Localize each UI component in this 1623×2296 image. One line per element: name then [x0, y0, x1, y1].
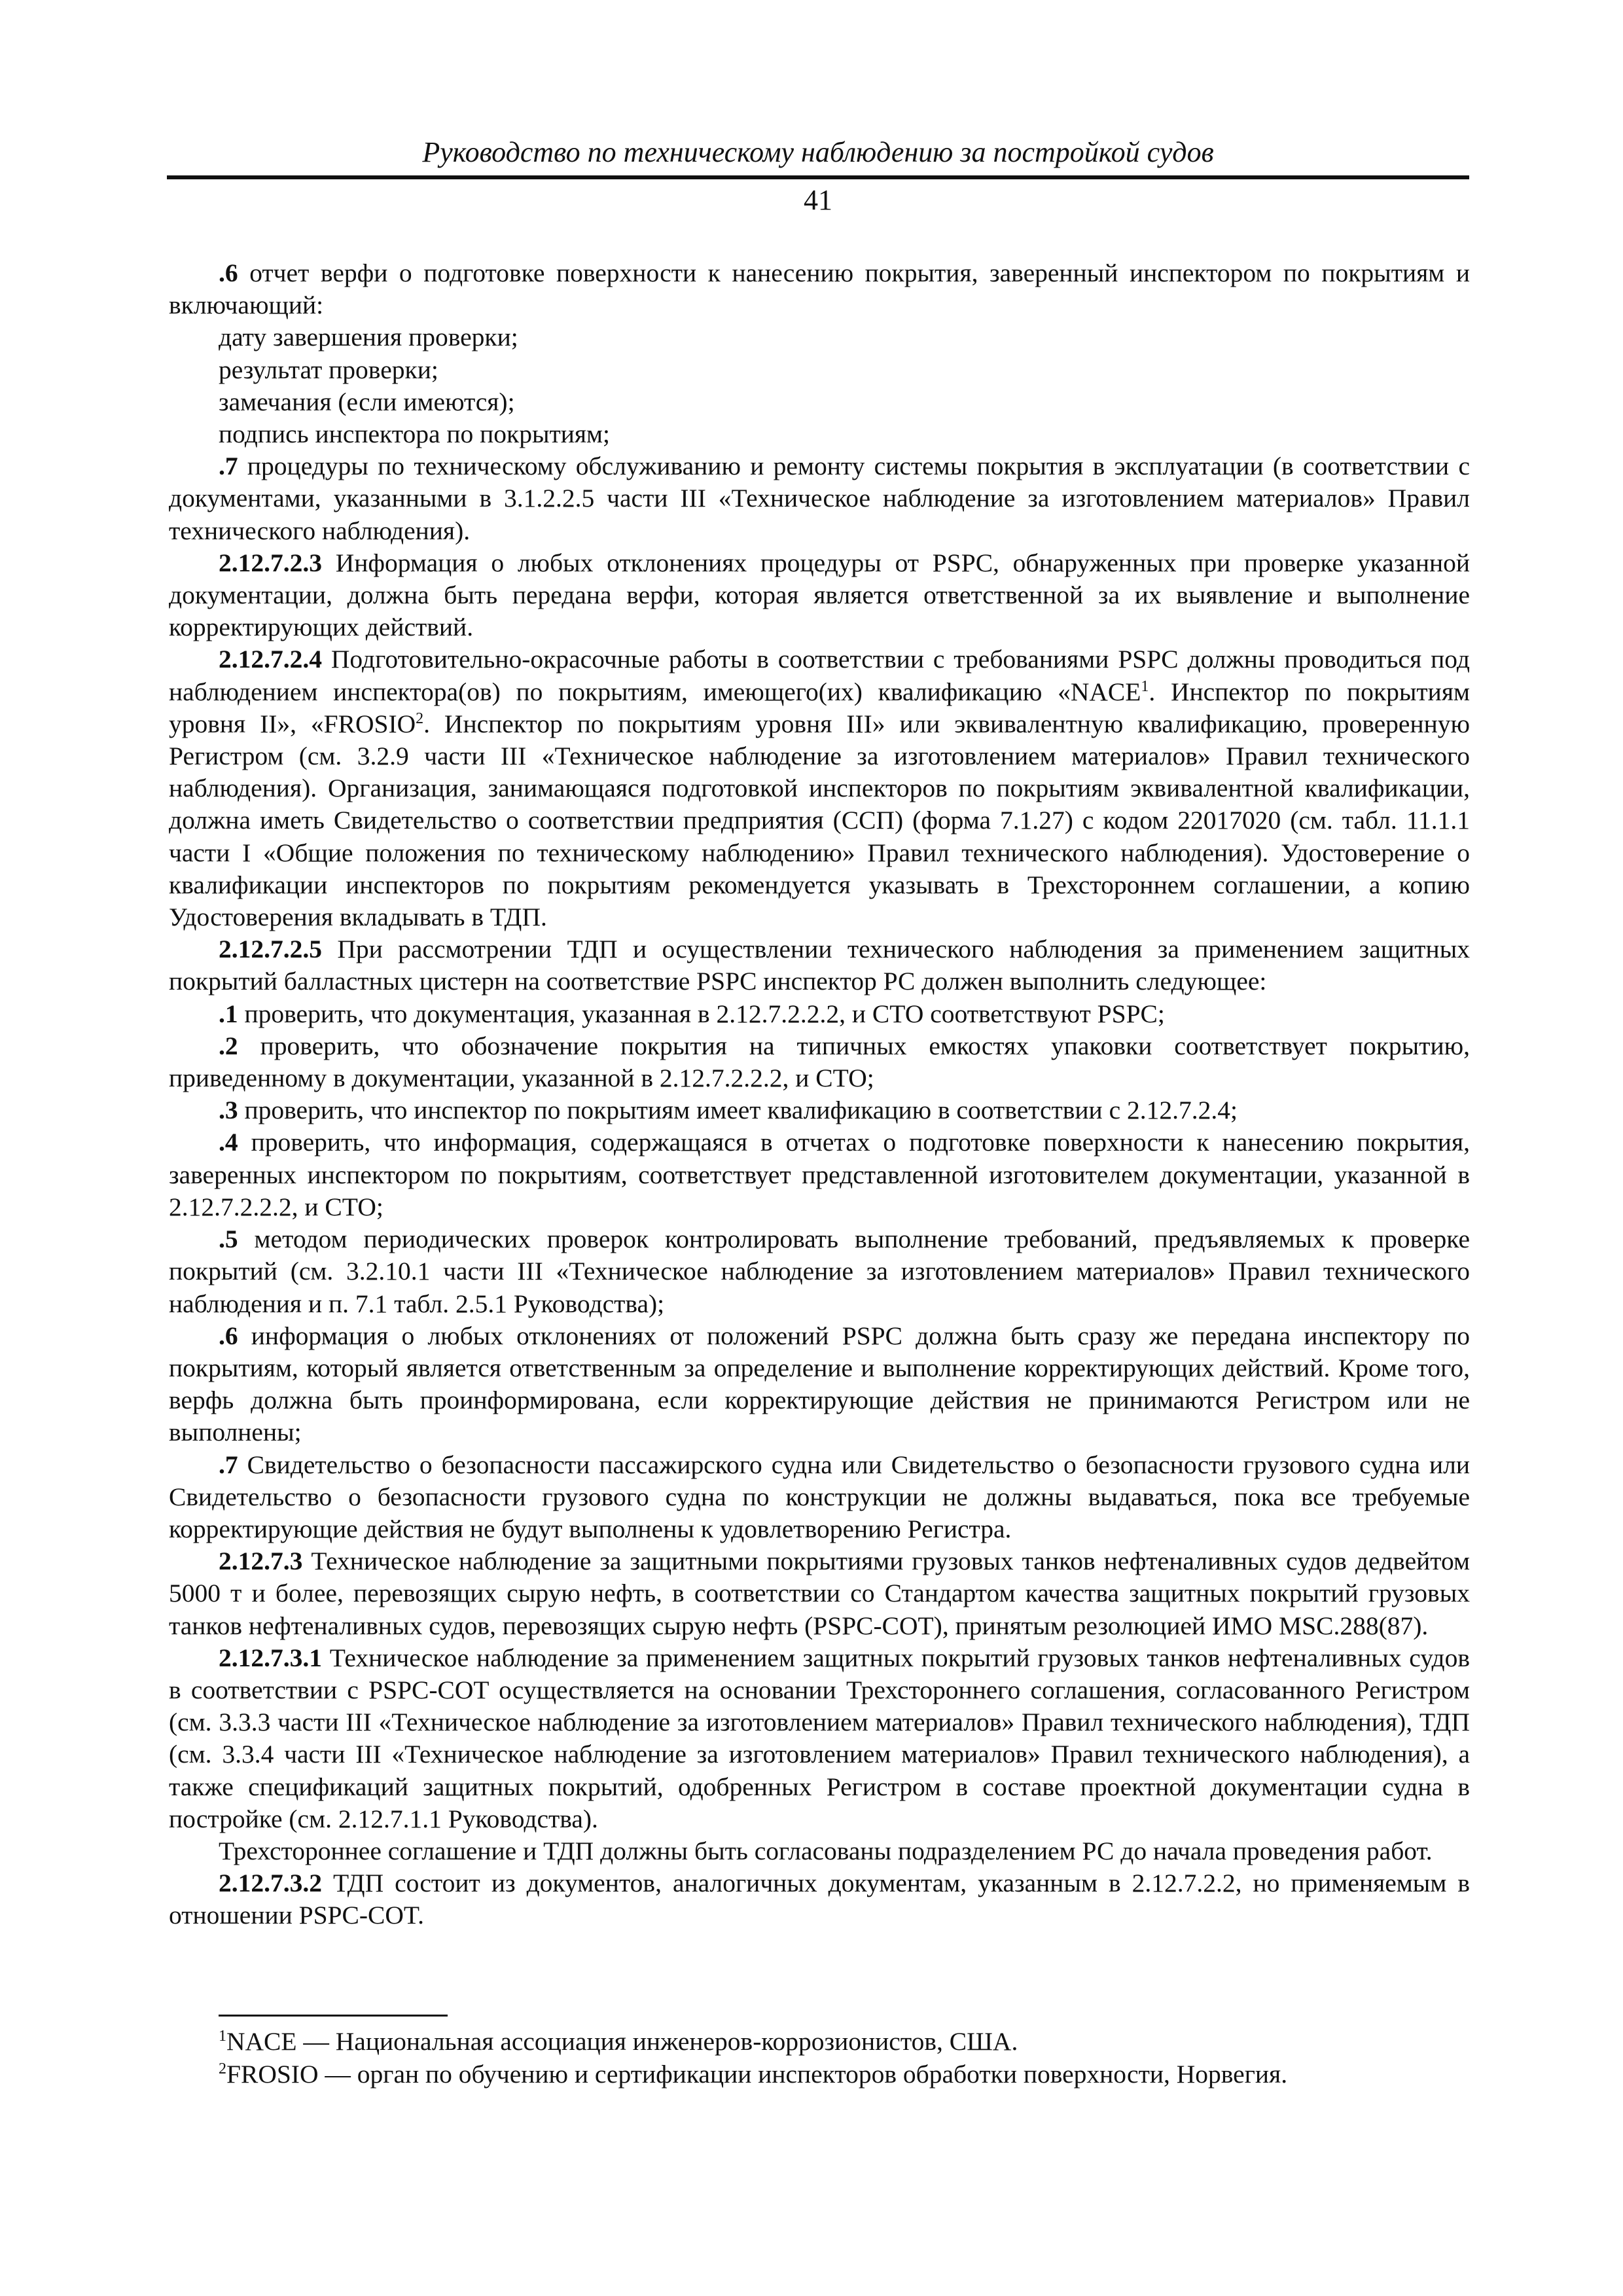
paragraph-item-7-procedures: [169, 450, 1470, 547]
list-item: результат проверки;: [219, 355, 438, 384]
paragraph-text: проверить, что документация, указанная в 2.12.7.2.2.2, и СТО соответствуют PSPC;: [238, 999, 1165, 1028]
paragraph-item-4: [169, 1126, 1470, 1223]
item-number: .7: [219, 452, 238, 481]
paragraph-text: отчет верфи о подготовке поверхности к нанесению покрытия, заверенный инспектором по покрытиям и включающий:: [169, 259, 1470, 320]
item-number: .2: [219, 1031, 238, 1060]
item-number: .6: [219, 1321, 238, 1350]
section-2-12-7-3-2: [169, 1867, 1470, 1931]
footnote-1: [219, 2025, 1462, 2058]
section-number: 2.12.7.3.1: [219, 1643, 322, 1672]
list-item: дату завершения проверки;: [219, 323, 518, 352]
paragraph-text: проверить, что инспектор по покрытиям имеет квалификацию в соответствии с 2.12.7.2.4;: [238, 1096, 1238, 1125]
page-number: 41: [804, 184, 832, 216]
paragraph-text: проверить, что информация, содержащаяся в отчетах о подготовке поверхности к нанесению покрытия, заверенных инспектором по покрытиям, соответствует представленной изготовителем документации, указанной в 2.12.7.2.2.2, и СТО;: [169, 1128, 1470, 1221]
footnote-text: NACE — Национальная ассоциация инженеров-коррозионистов, США.: [226, 2027, 1018, 2056]
paragraph-text: процедуры по техническому обслуживанию и ремонту системы покрытия в эксплуатации (в соответствии с документами, указанными в 3.1.2.2.5 части III «Техническое наблюдение за изготовлением материалов» Правил технического наблюдения).: [169, 452, 1470, 545]
section-2-12-7-3-1: [169, 1642, 1470, 1835]
section-2-12-7-2-3: [169, 547, 1470, 644]
paragraph-text: Информация о любых отклонениях процедуры от PSPC, обнаруженных при проверке указанной документации, должна быть передана верфи, которая является ответственной за их выявление и выполнение корректирующих действий.: [169, 548, 1470, 642]
paragraph-text: информация о любых отклонениях от положений PSPC должна быть сразу же передана инспектору по покрытиям, который является ответственным за определение и выполнение корректирующих действий. Кроме того, верфь должна быть проинформирована, если корректирующие действия не принимаются Регистром или не выполнены;: [169, 1321, 1470, 1447]
section-number: 2.12.7.2.5: [219, 935, 322, 964]
section-number: 2.12.7.3.2: [219, 1869, 322, 1898]
footnote-ref-2: 2: [416, 709, 424, 727]
item-number: .7: [219, 1450, 238, 1479]
paragraph-text: . Инспектор по покрытиям уровня II», «FROSIO: [169, 677, 1470, 738]
paragraph-item-6: [169, 1320, 1470, 1449]
section-number: 2.12.7.2.4: [219, 645, 322, 674]
header-rule: [167, 175, 1469, 179]
paragraph-text: методом периодических проверок контролировать выполнение требований, предъявляемых к проверке покрытий (см. 3.2.10.1 части III «Техническое наблюдение за изготовлением материалов» Правил технического наблюдения и п. 7.1 табл. 2.5.1 Руководства);: [169, 1225, 1470, 1318]
footnote-rule: [219, 2015, 448, 2017]
section-2-12-7-2-5: [169, 933, 1470, 997]
paragraph-item-6-report: [169, 257, 1470, 321]
footnote-2: [219, 2058, 1462, 2090]
footnote-ref-1: 1: [1141, 677, 1149, 695]
section-number: 2.12.7.3: [219, 1547, 303, 1576]
paragraph-text: Свидетельство о безопасности пассажирского судна или Свидетельство о безопасности грузового судна или Свидетельство о безопасности грузового судна по конструкции не должны выдаваться, пока все требуемые корректирующие действия не будут выполнены к удовлетворению Регистра.: [169, 1450, 1470, 1543]
paragraph-tripartite-agreement: Трехстороннее соглашение и ТДП должны быть согласованы подразделением РС до начала проведения работ.: [219, 1836, 1433, 1865]
item-number: .1: [219, 999, 238, 1028]
footnotes: [219, 2025, 1462, 2090]
paragraph-item-7: [169, 1449, 1470, 1546]
paragraph-text: Подготовительно-окрасочные работы в соответствии с требованиями PSPC должны проводиться под наблюдением инспектора(ов) по покрытиям, имеющего(их) квалификацию «NACE: [169, 645, 1470, 706]
footnote-mark: 1: [219, 2027, 226, 2045]
paragraph-text: проверить, что обозначение покрытия на типичных емкостях упаковки соответствует покрытию, приведенному в документации, указанной в 2.12.7.2.2.2, и СТО;: [169, 1031, 1470, 1093]
list-item: подпись инспектора по покрытиям;: [219, 420, 611, 449]
item-number: .4: [219, 1128, 238, 1157]
section-2-12-7-2-4: [169, 643, 1470, 933]
paragraph-item-2: [169, 1030, 1470, 1094]
paragraph-item-1: [169, 998, 1470, 1030]
section-2-12-7-3: [169, 1545, 1470, 1642]
footnote-mark: 2: [219, 2060, 226, 2077]
list-item: замечания (если имеются);: [219, 387, 515, 416]
paragraph-item-3: [169, 1094, 1470, 1126]
paragraph-text: . Инспектор по покрытиям уровня III» или эквивалентную квалификацию, проверенную Регистром (см. 3.2.9 части III «Техническое наблюдение за изготовлением материалов» Правил технического наблюдения). Организация, занимающаяся подготовкой инспекторов по покрытиям эквивалентной квалификации, должна иметь Свидетельство о соответствии предприятия (ССП) (форма 7.1.27) с кодом 22017020 (см. табл. 11.1.1 части I «Общие положения по техническому наблюдению» Правил технического наблюдения). Удостоверение о квалификации инспекторов по покрытиям рекомендуется указывать в Трехстороннем соглашении, а копию Удостоверения вкладывать в ТДП.: [169, 709, 1470, 932]
body-text: [169, 257, 1470, 1932]
section-number: 2.12.7.2.3: [219, 548, 322, 577]
paragraph-text: При рассмотрении ТДП и осуществлении технического наблюдения за применением защитных покрытий балластных цистерн на соответствие PSPC инспектор РС должен выполнить следующее:: [169, 935, 1470, 996]
paragraph-item-5: [169, 1223, 1470, 1320]
item-number: .5: [219, 1225, 238, 1254]
paragraph-text: Техническое наблюдение за защитными покрытиями грузовых танков нефтеналивных судов дедвейтом 5000 т и более, перевозящих сырую нефть, в соответствии со Стандартом качества защитных покрытий грузовых танков нефтеналивных судов, перевозящих сырую нефть (PSPC-COT), принятым резолюцией ИМО MSC.288(87).: [169, 1547, 1470, 1640]
running-header: Руководство по техническому наблюдению за постройкой судов: [422, 136, 1214, 168]
item-number: .6: [219, 259, 238, 287]
footnote-text: FROSIO — орган по обучению и сертификации инспекторов обработки поверхности, Норвегия.: [226, 2060, 1288, 2089]
paragraph-text: ТДП состоит из документов, аналогичных документам, указанным в 2.12.7.2.2, но применяемым в отношении PSPC-COT.: [169, 1869, 1470, 1930]
item-number: .3: [219, 1096, 238, 1125]
paragraph-text: Техническое наблюдение за применением защитных покрытий грузовых танков нефтеналивных судов в соответствии с PSPC-COT осуществляется на основании Трехстороннего соглашения, согласованного Регистром (см. 3.3.3 части III «Техническое наблюдение за изготовлением материалов» Правил технического наблюдения), ТДП (см. 3.3.4 части III «Техническое наблюдение за изготовлением материалов» Правил технического наблюдения), а также спецификаций защитных покрытий, одобренных Регистром в составе проектной документации судна в постройке (см. 2.12.7.1.1 Руководства).: [169, 1643, 1470, 1833]
